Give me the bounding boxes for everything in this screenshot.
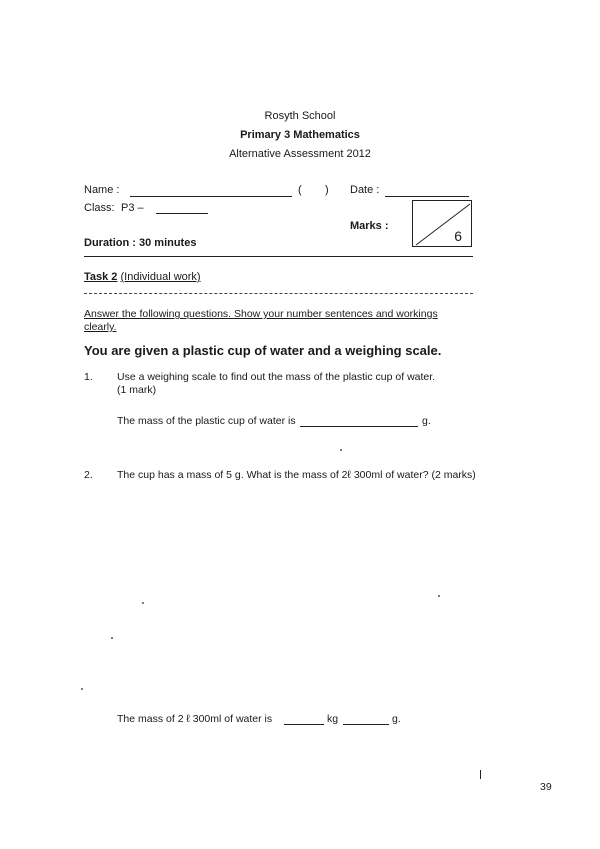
marks-label: Marks : xyxy=(350,220,389,232)
scan-speck xyxy=(81,688,83,690)
marks-diagonal xyxy=(413,201,473,248)
scan-speck xyxy=(438,595,440,597)
name-label: Name : xyxy=(84,184,120,196)
question-2-unit-kg: kg xyxy=(327,713,339,725)
subject-title: Primary 3 Mathematics xyxy=(240,129,360,141)
school-name: Rosyth School xyxy=(264,110,336,122)
question-1-text: Use a weighing scale to find out the mass of the plastic cup of water. xyxy=(117,371,436,383)
question-1-answer-unit: g. xyxy=(422,415,431,427)
question-2-number: 2. xyxy=(84,469,93,481)
page-number: 39 xyxy=(540,781,552,793)
task-subtitle: (Individual work) xyxy=(120,271,201,283)
class-value: P3 – xyxy=(121,202,144,214)
instructions-line2: clearly. xyxy=(84,321,117,333)
class-field[interactable] xyxy=(156,213,208,214)
duration: Duration : 30 minutes xyxy=(84,237,197,249)
marks-box xyxy=(412,200,472,247)
task-title: Task 2 xyxy=(84,271,118,283)
class-label: Class: xyxy=(84,202,115,214)
date-field[interactable] xyxy=(385,196,469,197)
instructions-line1: Answer the following questions. Show your number sentences and workings xyxy=(84,308,438,320)
task-divider xyxy=(84,293,473,294)
question-1-answer-field[interactable] xyxy=(300,426,418,427)
index-paren-open: ( xyxy=(298,184,302,196)
question-1-marks: (1 mark) xyxy=(117,384,157,396)
marks-total: 6 xyxy=(454,228,462,244)
question-2-answer-prefix: The mass of 2 ℓ 300ml of water is xyxy=(117,713,273,725)
task-heading xyxy=(84,271,201,283)
name-field[interactable] xyxy=(130,196,292,197)
margin-mark xyxy=(480,770,481,779)
date-label: Date : xyxy=(350,184,380,196)
header-divider xyxy=(84,256,473,257)
index-paren-close: ) xyxy=(325,184,329,196)
question-2-unit-g: g. xyxy=(392,713,401,725)
question-2-text: The cup has a mass of 5 g. What is the mass of 2ℓ 300ml of water? (2 marks) xyxy=(117,469,476,481)
scan-speck xyxy=(142,602,144,604)
question-1-number: 1. xyxy=(84,371,93,383)
assessment-title: Alternative Assessment 2012 xyxy=(229,148,371,160)
scan-speck xyxy=(111,637,113,639)
question-2-kg-field[interactable] xyxy=(284,724,324,725)
question-1-answer-prefix: The mass of the plastic cup of water is xyxy=(117,415,296,427)
scan-speck xyxy=(340,449,342,451)
question-2-g-field[interactable] xyxy=(343,724,389,725)
scenario-statement: You are given a plastic cup of water and a weighing scale. xyxy=(84,343,442,358)
